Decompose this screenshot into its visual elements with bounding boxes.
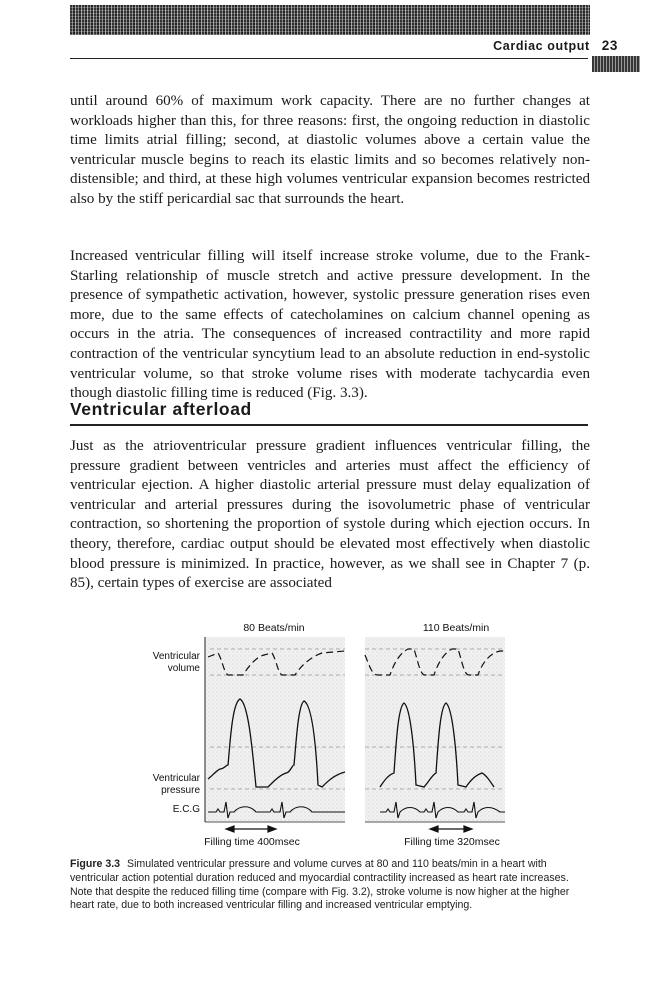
- figure-caption: [70, 858, 590, 913]
- running-title: Cardiac output: [493, 39, 590, 53]
- running-header: [318, 38, 618, 53]
- header-rule: [70, 58, 588, 59]
- figure-caption-label: Figure 3.3: [70, 858, 121, 870]
- pressure-axis-label: Ventricular pressure: [152, 773, 200, 796]
- body-paragraph-3: Just as the atrioventricular pressure gradient influences ventricular filling, the pressure gradient between ventricles and arteries must affect the efficiency of ventricular ejection. A higher diastolic arterial pressure must delay equalization of ventricular and arterial pressures during the isovolumetric phase of ventricular contraction, so shortening the proportion of systole during which ejection occurs. In theory, therefore, cardiac output should be elevated most effectively when diastolic blood pressure is minimized. In practice, however, as we shall see in Chapter 7 (p. 85), certain types of exercise are associated: [70, 438, 590, 592]
- figure-3-3: [0, 615, 646, 855]
- section-rule: [70, 424, 588, 426]
- page-number: 23: [601, 38, 618, 53]
- rate-label-110: 110 Beats/min: [422, 622, 490, 634]
- ecg-axis-label: E.C.G: [172, 804, 200, 815]
- filling-time-arrow-right: [430, 826, 472, 832]
- thumb-index-tab: [592, 56, 640, 72]
- filling-time-label-right: Filling time 320msec: [404, 836, 500, 848]
- filling-time-label-left: Filling time 400msec: [204, 836, 300, 848]
- volume-axis-label: Ventricular volume: [152, 651, 200, 674]
- filling-time-arrow-left: [226, 826, 276, 832]
- header-decorative-band: [70, 5, 590, 35]
- body-paragraph-1: until around 60% of maximum work capacity. There are no further changes at workloads higher than this, for three reasons: first, the ongoing reduction in diastolic time limits atrial filling; second, at diastolic volumes above a certain value the ventricular muscle begins to reach its elastic limits and so becomes relatively non-distensible; and third, at these high volumes ventricular expansion becomes restricted also by the stiff pericardial sac that surrounds the heart.: [70, 93, 590, 207]
- figure-caption-text: Simulated ventricular pressure and volume curves at 80 and 110 beats/min in a heart with ventricular action potential duration reduced and myocardial contractility increased as heart rate increases. Note that despite the reduced filling time (compare with Fig. 3.2), stroke volume is now higher at the higher heart rate, due to both increased ventricular filling and increased ventricular emptying.: [70, 858, 570, 912]
- rate-label-80: 80 Beats/min: [243, 622, 305, 634]
- body-paragraph-2: Increased ventricular filling will itself increase stroke volume, due to the Frank-Starling relationship of muscle stretch and active pressure development. In the presence of sympathetic activation, however, systolic pressure generation rises even more, due to the same effects of catecholamines on calcium channel opening as occurs in the atria. The consequences of increased contractility and more rapid contraction of the ventricular syncytium lead to an absolute reduction in end-systolic ventricular volume, so that stroke volume rises with moderate tachycardia even though diastolic filling time is reduced (Fig. 3.3).: [70, 248, 590, 402]
- plot-gap: [345, 637, 365, 822]
- section-heading: Ventricular afterload: [70, 399, 252, 419]
